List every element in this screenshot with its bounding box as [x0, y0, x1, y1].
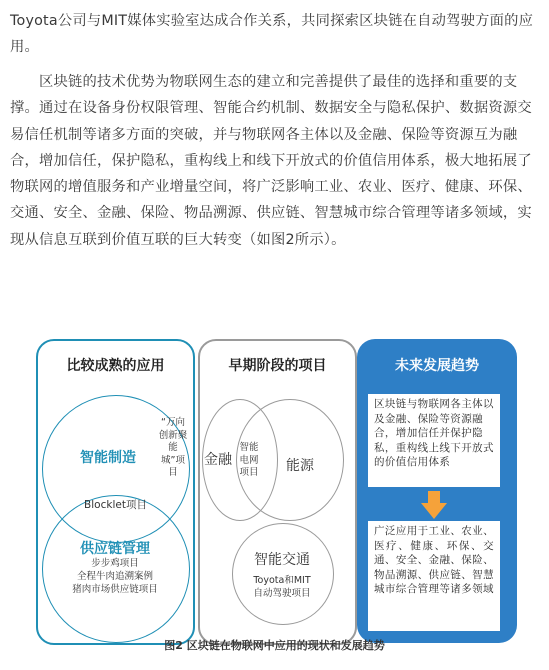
supply-chain-item-1: 步步鸡项目	[91, 558, 139, 569]
smart-grid-project-label: 智能电网项目	[239, 442, 259, 478]
figure-caption: 图2 区块链在物联网中应用的现状和发展趋势	[164, 639, 385, 652]
mature-applications-panel	[36, 339, 195, 645]
early-projects-title: 早期阶段的项目	[228, 358, 327, 374]
trend-box-top: 区块链与物联网各主体以及金融、保险等资源融合，增加信任并保护隐私，重构线上线下开放式的价值信用体系	[368, 394, 500, 487]
trend-box-bottom: 广泛应用于工业、农业、医疗、健康、环保、交通、安全、金融、保险、物品溯源、供应链、智慧城市综合管理等诸多领域	[368, 521, 500, 631]
finance-label: 金融	[204, 452, 232, 468]
smart-manufacturing-label: 智能制造	[80, 450, 136, 466]
toyota-mit-line-1: Toyota和MIT	[253, 575, 311, 586]
mature-applications-title: 比较成熟的应用	[66, 358, 165, 374]
toyota-mit-line-2: 自动驾驶项目	[253, 588, 311, 599]
energy-label: 能源	[286, 458, 314, 474]
paragraph-1: Toyota公司与MIT媒体实验室达成合作关系，共同探索区块链在自动驾驶方面的应用。	[10, 13, 534, 56]
supply-chain-item-3: 猪肉市场供应链项目	[72, 584, 158, 595]
down-arrow-icon	[421, 491, 447, 519]
future-trends-panel	[357, 339, 517, 643]
paragraph-2: 区块链的技术优势为物联网生态的建立和完善提供了最佳的选择和重要的支撑。通过在设备身份权限管理、智能合约机制、数据安全与隐私保护、数据资源交易信任机制等诸多方面的突破，并与物联网各主体以及金融、保险等资源互为融合，增加信任，保护隐私，重构线上和线下开放式的价值信用体系，极大地拓展了物联网的增值服务和产业增量空间，将广泛影响工业、农业、医疗、健康、环保、交通、安全、金融、保险、物品溯源、供应链、智慧城市综合管理等诸多领域，实现从信息互联到价值互联的巨大转变（如图2所示）。	[10, 74, 532, 248]
figure-2	[0, 328, 549, 670]
smart-traffic-circle	[232, 523, 334, 625]
supply-chain-label: 供应链管理	[80, 541, 150, 557]
smart-traffic-label: 智能交通	[254, 552, 310, 568]
blocklet-project-label: Blocklet项目	[84, 499, 147, 511]
supply-chain-item-2: 全程牛肉追溯案例	[76, 571, 153, 582]
early-projects-panel	[198, 339, 357, 645]
future-trends-title: 未来发展趋势	[395, 358, 479, 374]
wanxiang-project-label: “万向创新聚能城”项目	[158, 417, 188, 478]
